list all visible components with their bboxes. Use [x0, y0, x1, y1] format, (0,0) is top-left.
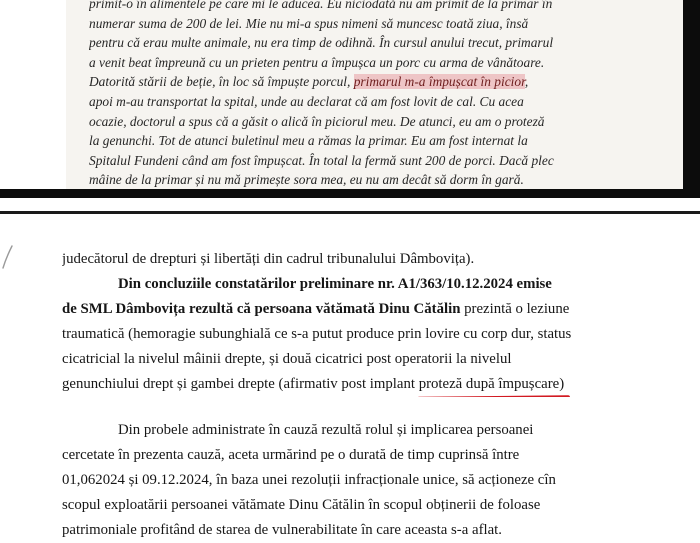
- doc-text: prezintă o leziune: [460, 301, 570, 317]
- doc-line: patrimoniale profitând de starea de vulnerabilitate în care aceasta s-a aflat.: [62, 522, 502, 538]
- doc-line: traumatică (hemoragie subunghială ce s-a putut produce prin lovire cu corp dur, status: [62, 326, 572, 342]
- bottom-document-panel: [0, 214, 700, 543]
- excerpt-text: ,: [524, 74, 529, 90]
- excerpt-line: Spitalul Fundeni când am fost împușcat. În total la fermă sunt 200 de porci. Dacă plec: [89, 152, 554, 168]
- doc-bold-phrase: de SML Dâmbovița rezultă că persoana vătămată Dinu Cătălin: [62, 301, 461, 317]
- excerpt-line: pentru că erau multe animale, nu era timp de odihnă. În cursul anului trecut, primarul: [89, 35, 554, 51]
- red-underline-mark: [417, 395, 570, 397]
- doc-line: scopul exploatării persoanei vătămate Dinu Cătălin în scopul obținerii de foloase: [62, 497, 541, 513]
- testimony-excerpt: [89, 0, 685, 190]
- doc-line: [62, 372, 698, 397]
- right-frame-bar: [683, 0, 700, 198]
- left-margin-strip: [0, 0, 66, 198]
- excerpt-line: la genunchi. Tot de atunci buletinul meu a rămas la primar. Eu am fost internat la: [89, 133, 528, 149]
- doc-line: cercetate în prezenta cauză, aceta urmărind pe o durată de timp cuprinsă între: [62, 447, 520, 463]
- doc-line: [62, 297, 698, 322]
- excerpt-line: apoi m-au transportat la spital, unde au declarat că am fost lovit de cal. Cu acea: [89, 93, 524, 109]
- excerpt-line: a venit beat împreună cu un prieten pentru a împușca un porc cu arma de vânătoare.: [89, 54, 545, 70]
- underlined-phrase: [419, 372, 564, 397]
- pen-stroke-mark: [0, 244, 14, 304]
- doc-line-bold: Din concluziile constatărilor preliminare nr. A1/363/10.12.2024 emise: [118, 276, 552, 292]
- top-excerpt-panel: [0, 0, 700, 198]
- indictment-document-text: [62, 247, 698, 543]
- doc-line: judecătorul de drepturi și libertăți din cadrul tribunalului Dâmbovița).: [62, 251, 475, 267]
- doc-text: genunchiului drept și gambei drepte (afirmativ post implant: [62, 376, 419, 392]
- excerpt-text: Datorită stării de beție, în loc să împuște porcul,: [89, 74, 354, 90]
- excerpt-line: numerar suma de 200 de lei. Mie nu mi-a spus nimeni să muncesc toată ziua, însă: [89, 15, 529, 31]
- underlined-text: proteză după împușcare): [418, 376, 565, 392]
- excerpt-line: mâine de la primar și nu mă primește sora mea, eu nu am decât să dorm în gară.: [89, 172, 524, 188]
- excerpt-line-highlighted: [89, 72, 685, 92]
- paragraph-gap: [62, 397, 698, 418]
- bottom-frame-bar: [0, 189, 700, 198]
- highlighted-phrase: primarul m-a împușcat în picior: [353, 74, 525, 90]
- excerpt-line: primit-o în alimentele pe care mi le aducea. Eu niciodată nu am primit de la primar în: [89, 0, 553, 11]
- doc-line: cicatricial la nivelul mâinii drepte, și două cicatrici post operatorii la nivelul: [62, 351, 512, 367]
- doc-line: 01,062024 și 09.12.2024, în baza unei rezoluții infracționale unice, să acționeze cîn: [62, 472, 556, 488]
- doc-line: Din probele administrate în cauză rezultă rolul și implicarea persoanei: [118, 422, 534, 438]
- excerpt-line: ocazie, doctorul a spus că a găsit o alică în piciorul meu. De atunci, eu am o proteză: [89, 113, 545, 129]
